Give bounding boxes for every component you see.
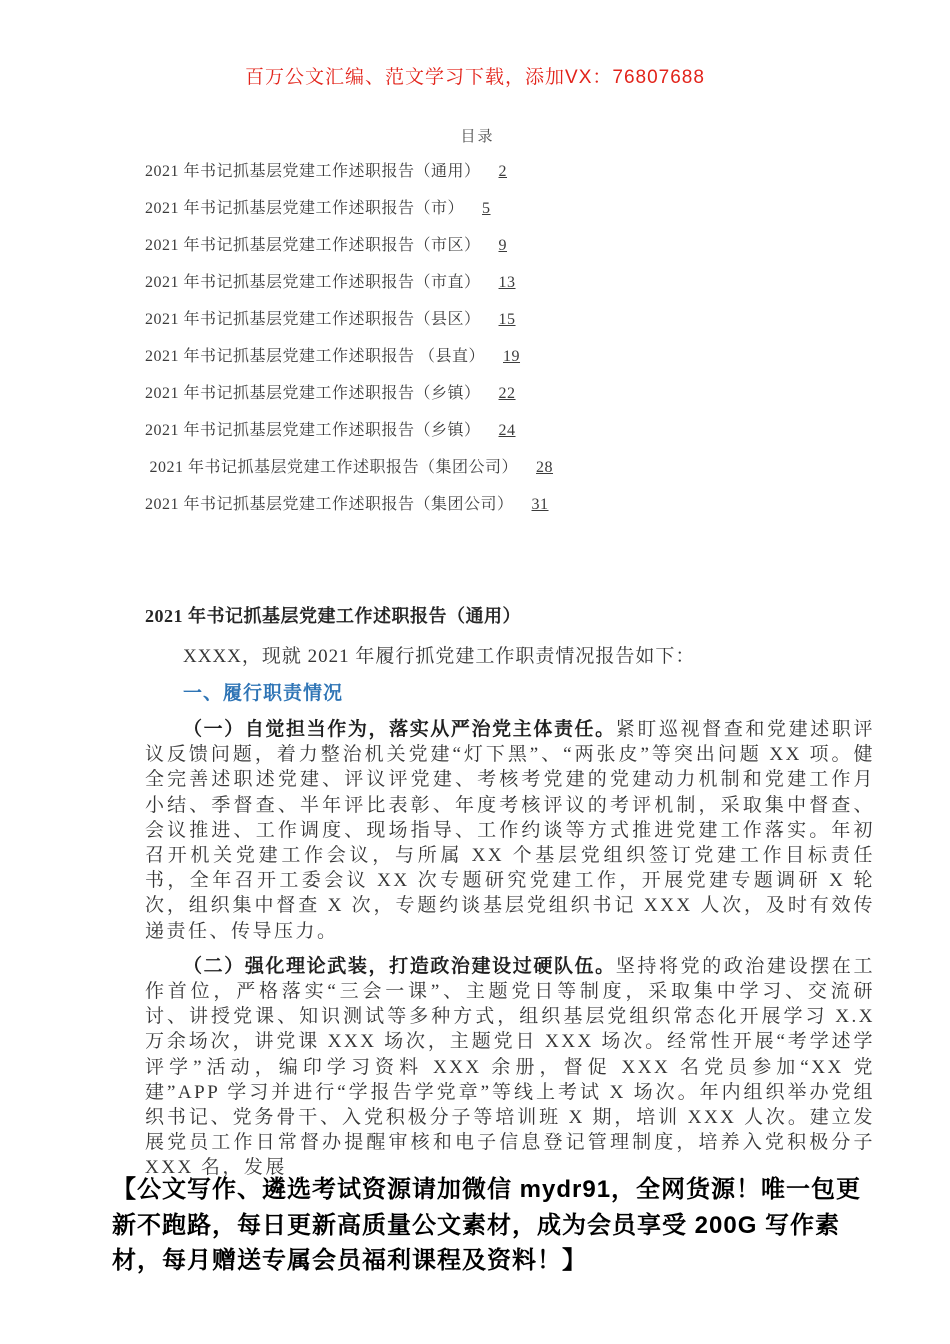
toc-entry	[145, 153, 885, 190]
toc-entry-label: 2021 年书记抓基层党建工作述职报告（通用）	[145, 163, 481, 180]
paragraph-text: 紧盯巡视督查和党建述职评议反馈问题，着力整治机关党建“灯下黑”、“两张皮”等突出问题 XX 项。健全完善述职述党建、评议评党建、考核考党建的党建动力机制和党建工作月小结、季督查、半年评比表彰、年度考核评议的考评机制，采取集中督查、会议推进、工作调度、现场指导、工作约谈等方式推进党建工作落实。年初召开机关党建工作会议，与所属 XX 个基层党组织签订党建工作目标责任书，全年召开工委会议 XX 次专题研究党建工作，开展党建专题调研 X 轮次，组织集中督查 X 次，专题约谈基层党组织书记 XXX 人次，及时有效传递责任、传导压力。	[145, 719, 875, 942]
body-paragraph	[145, 954, 875, 1181]
toc-entry-label: 2021 年书记抓基层党建工作述职报告（市直）	[145, 274, 481, 291]
intro-paragraph: XXXX，现就 2021 年履行抓党建工作职责情况报告如下：	[183, 646, 696, 667]
body-paragraph	[145, 717, 875, 944]
toc-title: 目录	[460, 129, 495, 145]
toc-page-link[interactable]: 22	[498, 385, 516, 402]
toc-entry	[145, 190, 885, 227]
header-promo-text: 百万公文汇编、范文学习下载，添加VX：76807688	[245, 67, 705, 88]
toc-entry	[145, 375, 885, 412]
toc-entry	[145, 227, 885, 264]
paragraph-lead: （一）自觉担当作为，落实从严治党主体责任。	[183, 719, 616, 740]
toc-entry	[145, 301, 885, 338]
toc-entry	[145, 412, 885, 449]
toc-list	[145, 153, 885, 523]
paragraph-text: 坚持将党的政治建设摆在工作首位，严格落实“三会一课”、主题党日等制度，采取集中学习、交流研讨、讲授党课、知识测试等多种方式，组织基层党组织常态化开展学习 X.X 万余场次，讲党课 XXX 场次，主题党日 XXX 场次。经常性开展“考学述学评学”活动，编印学习资料 XXX 余册，督促 XXX 名党员参加“XX 党建”APP 学习并进行“学报告学党章”等线上考试 X 场次。年内组织举办党组织书记、党务骨干、入党积极分子等培训班 X 期，培训 XXX 人次。建立发展党员工作日常督办提醒审核和电子信息登记管理制度，培养入党积极分子 XXX 名，发展	[145, 955, 875, 1179]
toc-entry	[145, 449, 885, 486]
toc-entry-label: 2021 年书记抓基层党建工作述职报告（市）	[145, 200, 465, 217]
toc-page-link[interactable]: 28	[536, 459, 554, 476]
toc-entry-label: 2021 年书记抓基层党建工作述职报告（乡镇）	[145, 385, 481, 402]
section-heading: 一、履行职责情况	[183, 683, 344, 704]
toc-page-link[interactable]: 9	[498, 237, 508, 254]
toc-page-link[interactable]: 19	[503, 348, 521, 365]
toc-entry	[145, 338, 885, 375]
footer-promo-text: 【公文写作、遴选考试资源请加微信 mydr91，全网货源！唯一包更新不跑路，每日更新高质量公文素材，成为会员享受 200G 写作素材，每月赠送专属会员福利课程及资料！】	[112, 1176, 862, 1274]
toc-page-link[interactable]: 15	[498, 311, 516, 328]
toc-entry-label: 2021 年书记抓基层党建工作述职报告（市区）	[145, 237, 481, 254]
toc-page-link[interactable]: 31	[531, 496, 549, 513]
toc-entry-label: 2021 年书记抓基层党建工作述职报告 （县直）	[145, 348, 486, 365]
toc-page-link[interactable]: 24	[498, 422, 516, 439]
toc-entry	[145, 486, 885, 523]
toc-entry-label: 2021 年书记抓基层党建工作述职报告（集团公司）	[145, 459, 519, 476]
toc-page-link[interactable]: 13	[498, 274, 516, 291]
toc-entry-label: 2021 年书记抓基层党建工作述职报告（乡镇）	[145, 422, 481, 439]
paragraph-lead: （二）强化理论武装，打造政治建设过硬队伍。	[183, 955, 616, 977]
article-title: 2021 年书记抓基层党建工作述职报告（通用）	[145, 606, 521, 626]
article-body	[145, 604, 875, 1191]
toc-entry-label: 2021 年书记抓基层党建工作述职报告（集团公司）	[145, 496, 514, 513]
toc-entry-label: 2021 年书记抓基层党建工作述职报告（县区）	[145, 311, 481, 328]
toc-entry	[145, 264, 885, 301]
toc-page-link[interactable]: 5	[482, 200, 491, 217]
toc-page-link[interactable]: 2	[498, 163, 508, 180]
